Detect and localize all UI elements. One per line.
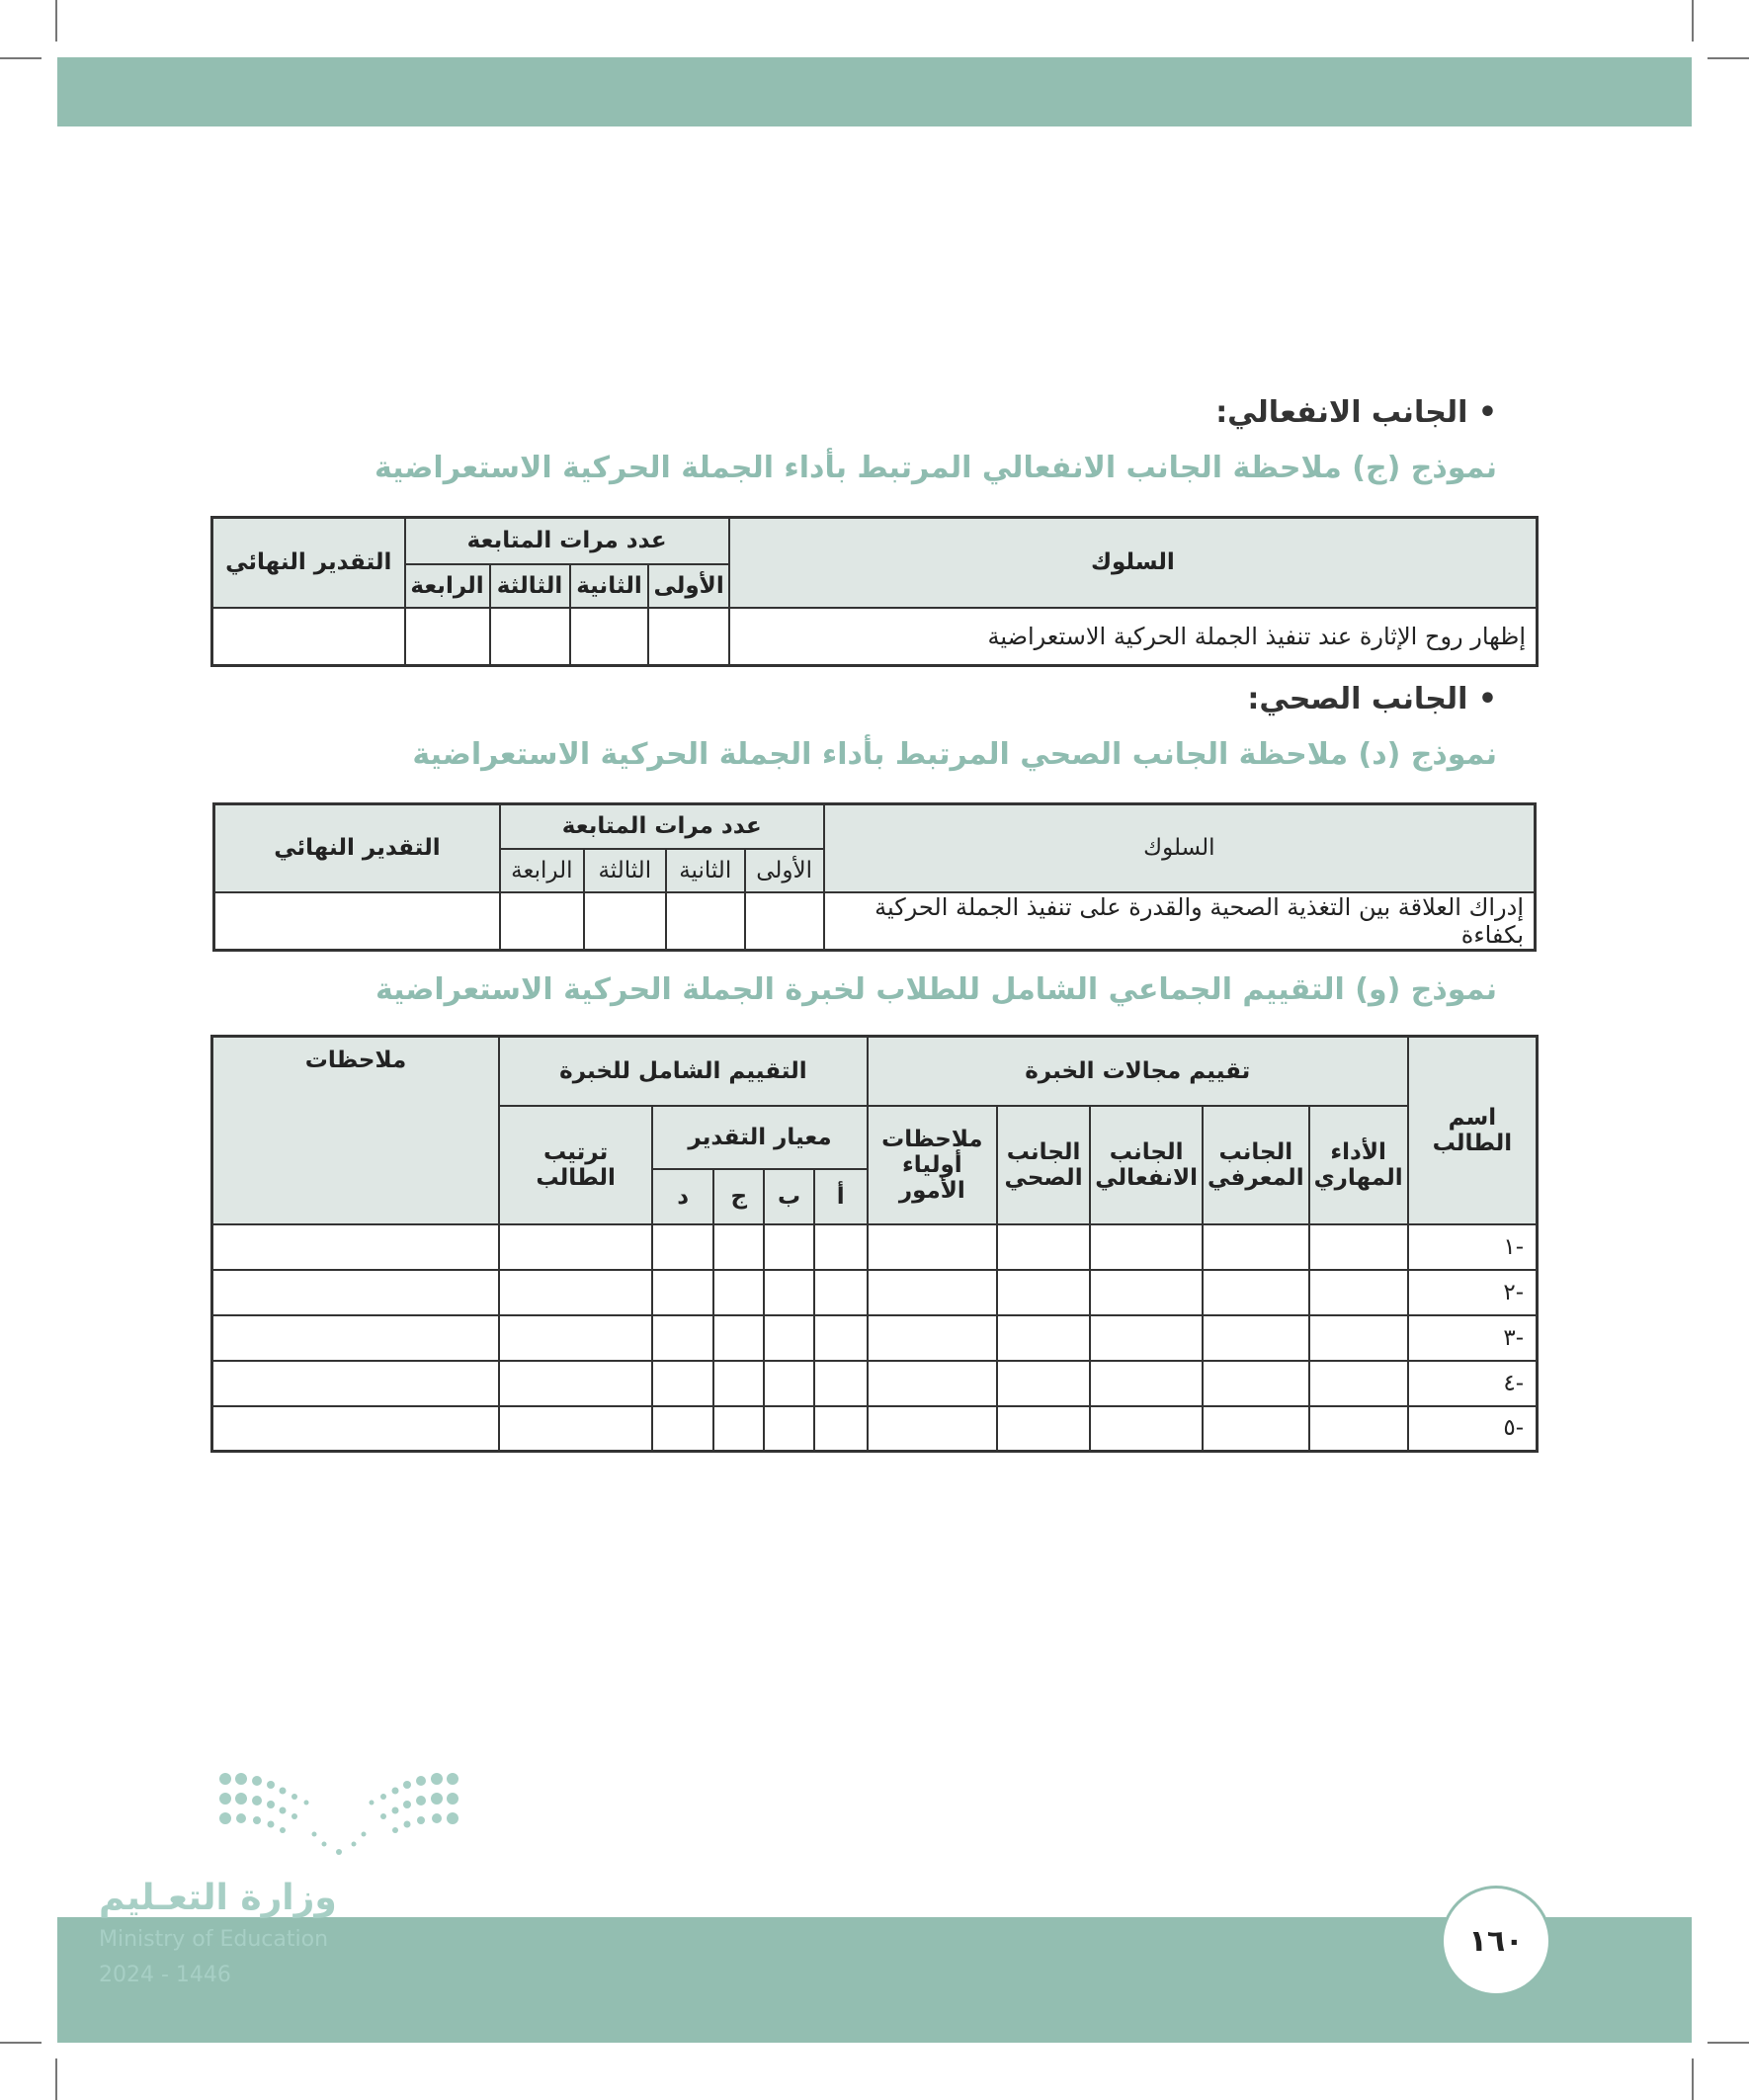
cell[interactable] — [997, 1361, 1090, 1406]
behavior-header: السلوك — [824, 804, 1536, 892]
table-row — [212, 1270, 1538, 1315]
cell[interactable] — [764, 1270, 813, 1315]
cell[interactable] — [713, 1406, 764, 1452]
final-grade-cell[interactable] — [212, 608, 405, 666]
cell[interactable] — [868, 1224, 997, 1270]
table-row — [212, 1315, 1538, 1361]
ministry-name-ar: وزارة التعـليم — [99, 1878, 337, 1918]
cell[interactable] — [814, 1361, 868, 1406]
criteria-header: معيار التقدير — [652, 1106, 868, 1169]
followup-2: الثانية — [666, 849, 745, 892]
followup-4: الرابعة — [500, 849, 584, 892]
edition-year: 2024 - 1446 — [99, 1963, 231, 1987]
table-row — [212, 1224, 1538, 1270]
cell[interactable] — [868, 1270, 997, 1315]
final-grade-header: التقدير النهائي — [214, 804, 500, 892]
row-number: -٥ — [1408, 1406, 1538, 1452]
top-color-band — [57, 57, 1692, 126]
cell[interactable] — [868, 1315, 997, 1361]
followup-4: الرابعة — [405, 564, 490, 608]
cell[interactable] — [499, 1406, 652, 1452]
followup-cell[interactable] — [405, 608, 490, 666]
health-observation-table — [212, 802, 1537, 952]
experience-domains-header: تقييم مجالات الخبرة — [868, 1037, 1408, 1106]
model-title-w: نموذج (و) التقييم الجماعي الشامل للطلاب لخبرة الجملة الحركية الاستعراضية — [375, 972, 1497, 1007]
cell[interactable] — [1203, 1224, 1309, 1270]
cell[interactable] — [1203, 1315, 1309, 1361]
domain-cognitive-header: الجانب المعرفي — [1203, 1106, 1309, 1224]
cell[interactable] — [652, 1270, 713, 1315]
cell[interactable] — [814, 1315, 868, 1361]
cell[interactable] — [499, 1270, 652, 1315]
followup-cell[interactable] — [570, 608, 649, 666]
student-name-header: اسم الطالب — [1408, 1037, 1538, 1224]
followup-cell[interactable] — [666, 892, 745, 951]
ministry-name-en: Ministry of Education — [99, 1927, 329, 1952]
overall-assessment-header: التقييم الشامل للخبرة — [499, 1037, 868, 1106]
domain-emotional-header: الجانب الانفعالي — [1090, 1106, 1203, 1224]
cell[interactable] — [1309, 1406, 1408, 1452]
criteria-a: أ — [814, 1169, 868, 1224]
cell[interactable] — [1203, 1406, 1309, 1452]
followup-cell[interactable] — [648, 608, 728, 666]
followup-header: عدد مرات المتابعة — [500, 804, 824, 849]
cell[interactable] — [1203, 1270, 1309, 1315]
cell[interactable] — [1203, 1361, 1309, 1406]
followup-cell[interactable] — [745, 892, 824, 951]
cell[interactable] — [814, 1224, 868, 1270]
row-number: -١ — [1408, 1224, 1538, 1270]
row-number: -٤ — [1408, 1361, 1538, 1406]
group-assessment-table — [210, 1035, 1539, 1453]
cell[interactable] — [868, 1361, 997, 1406]
cell[interactable] — [1309, 1361, 1408, 1406]
domain-parents-notes-header: ملاحظات أولياء الأمور — [868, 1106, 997, 1224]
cell[interactable] — [499, 1224, 652, 1270]
followup-2: الثانية — [570, 564, 649, 608]
cell[interactable] — [1309, 1224, 1408, 1270]
followup-1: الأولى — [745, 849, 824, 892]
row-number: -٣ — [1408, 1315, 1538, 1361]
behavior-cell: إدراك العلاقة بين التغذية الصحية والقدرة على تنفيذ الجملة الحركية بكفاءة — [824, 892, 1536, 951]
cell[interactable] — [212, 1315, 500, 1361]
cell[interactable] — [814, 1406, 868, 1452]
emotional-observation-table — [210, 516, 1539, 667]
followup-cell[interactable] — [584, 892, 666, 951]
behavior-header: السلوك — [729, 518, 1538, 608]
cell[interactable] — [212, 1224, 500, 1270]
cell[interactable] — [499, 1361, 652, 1406]
cell[interactable] — [1090, 1315, 1203, 1361]
page-number: ١٦٠ — [1441, 1886, 1551, 1996]
cell[interactable] — [212, 1270, 500, 1315]
cell[interactable] — [814, 1270, 868, 1315]
cell[interactable] — [713, 1361, 764, 1406]
ministry-logo — [99, 1769, 356, 1996]
student-rank-header: ترتيب الطالب — [499, 1106, 652, 1224]
followup-header: عدد مرات المتابعة — [405, 518, 729, 564]
table-row — [212, 1406, 1538, 1452]
crop-mark — [0, 57, 42, 59]
cell[interactable] — [499, 1315, 652, 1361]
section-heading-health: • الجانب الصحي: — [1247, 682, 1497, 716]
cell[interactable] — [764, 1315, 813, 1361]
cell[interactable] — [1090, 1270, 1203, 1315]
domain-skill-header: الأداء المهاري — [1309, 1106, 1408, 1224]
model-title-d: نموذج (د) ملاحظة الجانب الصحي المرتبط بأداء الجملة الحركية الاستعراضية — [412, 737, 1497, 772]
crop-mark — [1692, 0, 1694, 42]
cell[interactable] — [1309, 1270, 1408, 1315]
cell[interactable] — [1309, 1315, 1408, 1361]
cell[interactable] — [997, 1270, 1090, 1315]
cell[interactable] — [997, 1315, 1090, 1361]
model-title-c: نموذج (ج) ملاحظة الجانب الانفعالي المرتبط بأداء الجملة الحركية الاستعراضية — [374, 451, 1497, 485]
cell[interactable] — [652, 1406, 713, 1452]
cell[interactable] — [713, 1270, 764, 1315]
cell[interactable] — [652, 1224, 713, 1270]
cell[interactable] — [764, 1406, 813, 1452]
cell[interactable] — [212, 1406, 500, 1452]
notes-header: ملاحظات — [212, 1037, 500, 1224]
cell[interactable] — [868, 1406, 997, 1452]
final-grade-cell[interactable] — [214, 892, 500, 951]
cell[interactable] — [713, 1315, 764, 1361]
crop-mark — [0, 2042, 42, 2044]
cell[interactable] — [652, 1361, 713, 1406]
cell[interactable] — [652, 1315, 713, 1361]
criteria-c: ج — [713, 1169, 764, 1224]
behavior-cell: إظهار روح الإثارة عند تنفيذ الجملة الحركية الاستعراضية — [729, 608, 1538, 666]
crop-mark — [1707, 57, 1749, 59]
cell[interactable] — [764, 1224, 813, 1270]
cell[interactable] — [713, 1224, 764, 1270]
cell[interactable] — [764, 1361, 813, 1406]
followup-1: الأولى — [648, 564, 728, 608]
final-grade-header: التقدير النهائي — [212, 518, 405, 608]
cell[interactable] — [997, 1406, 1090, 1452]
followup-cell[interactable] — [500, 892, 584, 951]
table-row — [212, 1361, 1538, 1406]
cell[interactable] — [1090, 1361, 1203, 1406]
followup-3: الثالثة — [584, 849, 666, 892]
logo-dots-icon — [215, 1769, 462, 1858]
followup-3: الثالثة — [490, 564, 570, 608]
section-heading-emotional: • الجانب الانفعالي: — [1215, 395, 1497, 430]
cell[interactable] — [212, 1361, 500, 1406]
followup-cell[interactable] — [490, 608, 570, 666]
crop-mark — [55, 2058, 57, 2100]
cell[interactable] — [997, 1224, 1090, 1270]
crop-mark — [1692, 2058, 1694, 2100]
domain-health-header: الجانب الصحي — [997, 1106, 1090, 1224]
crop-mark — [1707, 2042, 1749, 2044]
row-number: -٢ — [1408, 1270, 1538, 1315]
cell[interactable] — [1090, 1406, 1203, 1452]
cell[interactable] — [1090, 1224, 1203, 1270]
crop-mark — [55, 0, 57, 42]
criteria-d: د — [652, 1169, 713, 1224]
criteria-b: ب — [764, 1169, 813, 1224]
